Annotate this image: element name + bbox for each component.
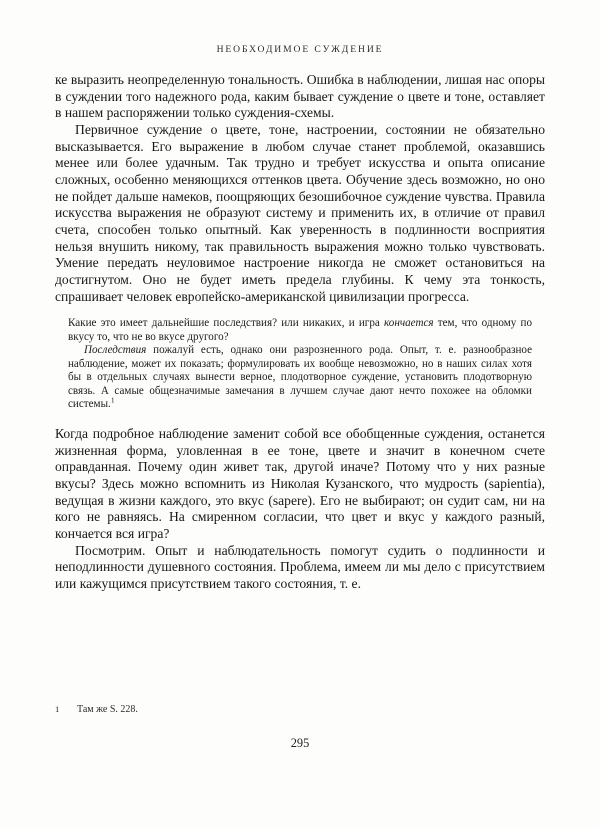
running-head: НЕОБХОДИМОЕ СУЖДЕНИЕ (216, 44, 384, 55)
footnote-text: Там же S. 228. (77, 704, 138, 715)
quote-text-2a: пожалуй есть, однако они разрозненного рода. Опыт, т. е. разнообразное наблюдение, может их показать; формулировать их вообще невозможно, но в наших силах хотя бы в отдельных случаях вынести верное, плодотворное суждение, установить плодотворную связь. А самые общезначимые замечания в лучшем случае дают нечто похожее на обломки системы. (68, 344, 532, 411)
quote-italic-2: Последствия (84, 344, 147, 357)
quote-italic-1: кончается (384, 317, 434, 330)
body-paragraph-2: Первичное суждение о цвете, тоне, настроении, состоянии не обязательно высказывается. Его выражение в любом случае станет проблемой, оказавшись менее или более удачным. Так трудно и требует искусства и опыта описание сложных, особенно меняющихся оттенков цвета. Обучение здесь возможно, но оно не пойдет дальше намеков, поощряющих безошибочное суждение чувства. Правила искусства выражения не образуют систему и применить их, в отличие от правил счета, способен только опытный. Как уверенность в подлинности восприятия нельзя внушить никому, так правильность выражения можно только чувствовать. Умение передать неуловимое настроение никогда не сможет остановиться на достигнутом. Оно не будет иметь предела глубины. К чему эта тонкость, спрашивает человек европейско-американской цивилизации прогресса. (55, 121, 545, 304)
footnote-reference-marker[interactable]: 1 (110, 395, 115, 405)
body-paragraph-4: Посмотрим. Опыт и наблюдательность помогут судить о подлинности и неподлинности душевного состояния. Проблема, имеем ли мы дело с присутствием или кажущимся присутствием такого состояния, т. е. (55, 542, 545, 591)
quote-text-1b: тем, что одному по вкусу то, что не во вкусе другого? (68, 317, 532, 343)
footnote-area (55, 703, 545, 716)
block-quote (55, 317, 532, 412)
footnote-number: 1 (55, 704, 60, 714)
quote-spacer (55, 412, 545, 426)
body-paragraph-1: ке выразить неопределенную тональность. Ошибка в наблюдении, лишая нас опоры в суждении того надежного рода, каким бывает суждение о цвете и тоне, оставляет в нашем распоряжении только суждения-схемы. (55, 72, 545, 121)
quote-paragraph-1 (68, 317, 532, 344)
quote-text-1a: Какие это имеет дальнейшие последствия? или никаких, и игра (68, 317, 385, 330)
text-column (55, 72, 545, 593)
footnote-entry (55, 703, 545, 716)
body-paragraph-3: Когда подробное наблюдение заменит собой все обобщенные суждения, останется жизненная форма, уловленная в ее тоне, цвете и значит в конечном счете оправданная. Почему один живет так, другой иначе? Потому что у них разные вкусы? Здесь можно вспомнить из Николая Кузанского, что мудрость (sapientia), ведущая в жизни каждого, это вкус (sapere). Его не выбирают; он судит сам, ни на кого не равняясь. На смиренном согласии, что цвет и вкус у каждого разный, кончается вся игра? (55, 426, 545, 541)
page-number: 295 (290, 736, 310, 750)
quote-paragraph-2 (68, 344, 532, 412)
